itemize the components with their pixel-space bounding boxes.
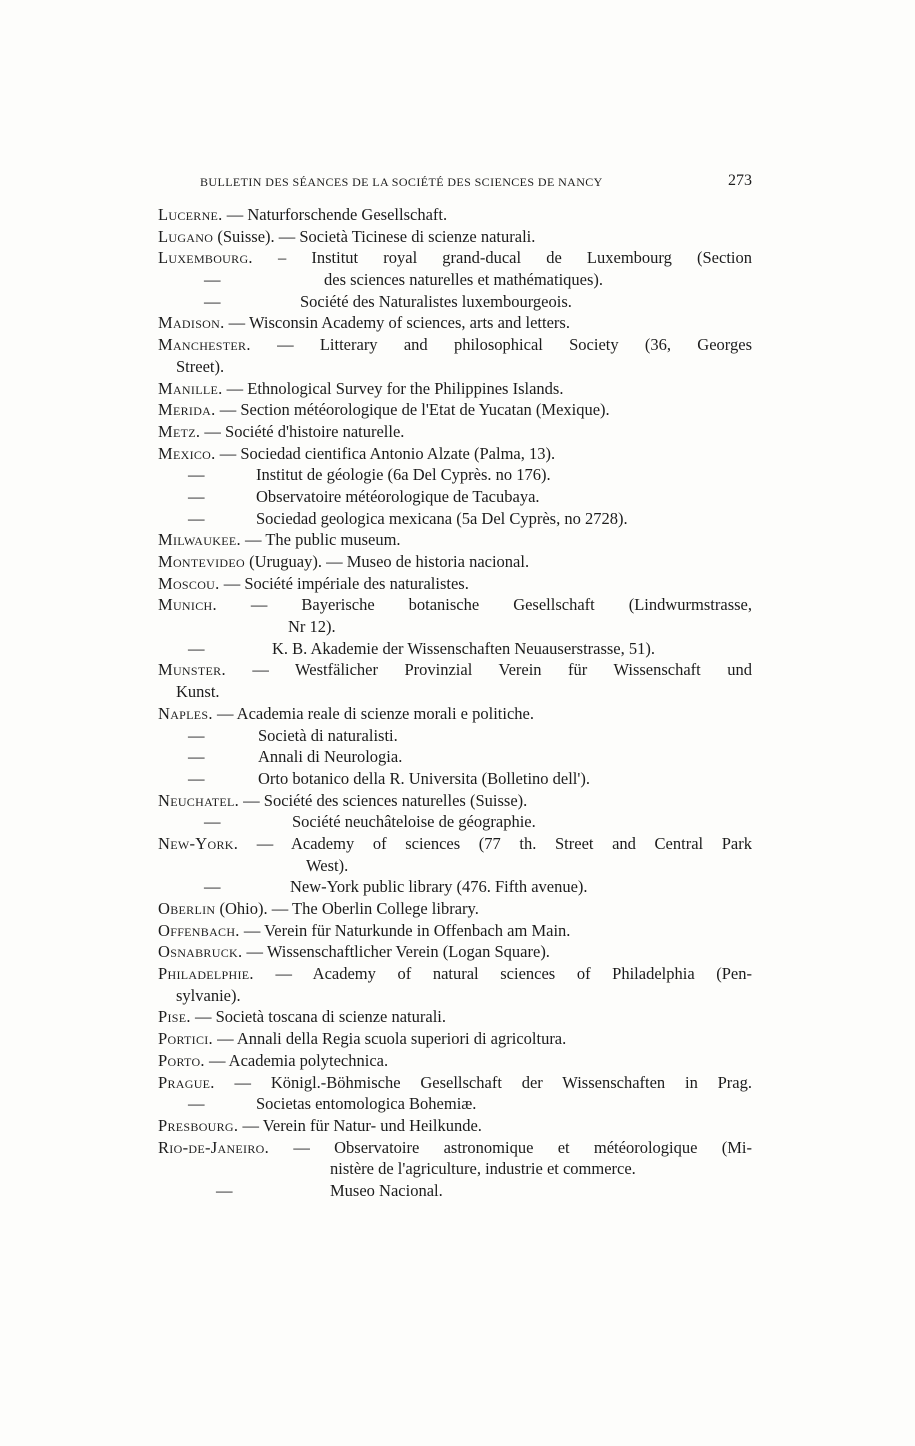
entry (158, 1137, 752, 1159)
entry-text: — Academy of natural sciences of Philadelphia (Pen- (253, 964, 752, 984)
city-name: Munich. (158, 595, 217, 615)
entry-text: — Société d'histoire naturelle. (200, 421, 405, 441)
city-name: Metz. (158, 421, 201, 441)
entry-text: — Academy of sciences (77 th. Street and Central Park (238, 833, 752, 853)
entry-text: (Suisse). — Società Ticinese di scienze naturali. (213, 226, 536, 246)
entry-text: (Uruguay). — Museo de historia nacional. (245, 552, 530, 571)
list-line (0, 1137, 915, 1159)
entry-text: West). (306, 855, 349, 875)
list-line (0, 573, 915, 595)
entry (288, 616, 336, 638)
ditto-dash: — (204, 291, 221, 311)
entry (158, 312, 570, 334)
list-line (0, 985, 915, 1007)
city-name: Lucerne. (158, 205, 223, 224)
entry (158, 443, 555, 465)
entry (176, 681, 220, 703)
entry-text: Société des Naturalistes luxembourgeois. (300, 291, 572, 311)
list-line (0, 1072, 915, 1094)
city-name: Montevideo (158, 552, 245, 571)
entry (158, 920, 570, 942)
entry (158, 1050, 388, 1072)
entry-text: — Academia polytechnica. (204, 1050, 389, 1070)
entry-text: — Wisconsin Academy of sciences, arts and letters. (224, 313, 570, 333)
entry (158, 226, 535, 248)
list-line (0, 421, 915, 443)
ditto-dash: — (188, 638, 205, 658)
city-name: Manille. (158, 378, 223, 398)
entry (158, 941, 550, 963)
list-line (0, 508, 915, 530)
entry-text: sylvanie). (176, 985, 241, 1005)
entry (158, 1006, 446, 1028)
ditto-dash: — (204, 812, 221, 832)
entry (158, 963, 752, 985)
list-line (0, 247, 915, 269)
city-name: Madison. (158, 313, 225, 333)
list-line (0, 725, 915, 747)
entry-text: nistère de l'agriculture, industrie et commerce. (330, 1159, 636, 1179)
city-name: Oberlin (158, 899, 216, 918)
entry-text: — Ethnological Survey for the Philippines Islands. (222, 378, 564, 398)
entry (158, 378, 563, 400)
running-title: BULLETIN DES SÉANCES DE LA SOCIÉTÉ DES SCIENCES DE NANCY (200, 175, 603, 189)
list-line (0, 378, 915, 400)
entry (176, 985, 241, 1007)
entry-text: — The public museum. (240, 530, 401, 550)
entry-text: — Naturforschende Gesellschaft. (222, 205, 448, 224)
city-name: Mexico. (158, 443, 216, 463)
list-line (0, 334, 915, 356)
list-line (0, 920, 915, 942)
city-name: Merida. (158, 400, 216, 420)
list-line (0, 269, 915, 291)
entry-text: — Annali della Regia scuola superiori di agricoltura. (212, 1029, 567, 1049)
entry (176, 356, 224, 378)
entry-text: Società di naturalisti. (258, 725, 398, 745)
list-line (0, 941, 915, 963)
list-line (0, 833, 915, 855)
city-name: Offenbach. (158, 920, 240, 940)
entry-text: — Società toscana di scienze naturali. (190, 1007, 447, 1027)
entry-text: Orto botanico della R. Universita (Bolletino dell'). (258, 768, 590, 788)
entry (158, 898, 479, 920)
entry (158, 421, 404, 443)
city-name: Moscou. (158, 573, 220, 593)
entry-text: — Academia reale di scienze morali e politiche. (212, 703, 534, 723)
list-line (0, 963, 915, 985)
entry-text: Annali di Neurologia. (258, 747, 403, 767)
city-name: Osnabruck. (158, 942, 243, 962)
city-name: Luxembourg. (158, 248, 253, 268)
entry (330, 1158, 636, 1180)
list-line (0, 226, 915, 248)
list-line (0, 638, 915, 660)
running-header (200, 172, 752, 190)
city-name: Prague. (158, 1072, 215, 1092)
entry-text: Société neuchâteloise de géographie. (292, 812, 536, 832)
list-line (0, 1006, 915, 1028)
entry-text: – Institut royal grand-ducal de Luxembourg (Section (252, 248, 752, 268)
ditto-dash: — (188, 1094, 205, 1114)
city-name: Rio-de-Janeiro. (158, 1137, 270, 1157)
entry (158, 334, 752, 356)
list-line (0, 855, 915, 877)
ditto-dash: — (188, 747, 205, 767)
entry-text: — Bayerische botanische Gesellschaft (Lindwurmstrasse, (216, 595, 752, 615)
list-line (0, 1180, 915, 1202)
list-line (0, 1093, 915, 1115)
entry-text: — Verein für Natur- und Heilkunde. (238, 1115, 482, 1135)
entry-text: Sociedad geologica mexicana (5a Del Cyprès, no 2728). (256, 508, 628, 528)
list-line (0, 551, 915, 573)
list-line (0, 399, 915, 421)
entry (158, 247, 752, 269)
ditto-dash: — (188, 486, 205, 506)
entry-text: Street). (176, 356, 225, 376)
list-line (0, 529, 915, 551)
city-name: Philadelphie. (158, 964, 254, 984)
city-name: Milwaukee. (158, 530, 241, 550)
entry-text: — Königl.-Böhmische Gesellschaft der Wissenschaften in Prag. (214, 1072, 752, 1092)
city-name: Manchester. (158, 335, 251, 355)
city-name: Portici. (158, 1029, 213, 1049)
ditto-dash: — (188, 725, 205, 745)
page-number: 273 (728, 172, 752, 189)
city-name: New-York. (158, 833, 239, 853)
entry (158, 204, 447, 226)
list-line (0, 356, 915, 378)
entry-text: New-York public library (476. Fifth avenue). (290, 877, 588, 897)
entry (158, 790, 527, 812)
list-line (0, 312, 915, 334)
entry (158, 551, 529, 573)
list-line (0, 464, 915, 486)
entry-text: des sciences naturelles et mathématiques). (324, 270, 604, 290)
entry-text: — Observatoire astronomique et météorologique (Mi- (269, 1137, 752, 1157)
city-name: Porto. (158, 1050, 205, 1070)
entry-text: — Section météorologique de l'Etat de Yucatan (Mexique). (215, 400, 610, 420)
entry-text: (Ohio). — The Oberlin College library. (215, 899, 479, 918)
list-line (0, 811, 915, 833)
list-line (0, 898, 915, 920)
list-line (0, 486, 915, 508)
city-name: Presbourg. (158, 1115, 239, 1135)
entry-text: K. B. Akademie der Wissenschaften Neuauserstrasse, 51). (272, 638, 656, 658)
entry-text: Societas entomologica Bohemiæ. (256, 1094, 477, 1114)
list-line (0, 443, 915, 465)
list-line (0, 768, 915, 790)
city-name: Lugano (158, 226, 214, 246)
list-line (0, 876, 915, 898)
entry (158, 1072, 752, 1094)
list-line (0, 291, 915, 313)
city-name: Pise. (158, 1007, 191, 1027)
city-name: Neuchatel. (158, 790, 240, 810)
list-line (0, 659, 915, 681)
city-name: Naples. (158, 703, 213, 723)
list-line (0, 790, 915, 812)
entry (158, 833, 752, 855)
institution-list (0, 204, 915, 1202)
entry-text: Kunst. (176, 682, 220, 702)
entry-text: — Wissenschaftlicher Verein (Logan Square). (242, 942, 550, 962)
entry (158, 594, 752, 616)
ditto-dash: — (204, 270, 221, 290)
entry (158, 1028, 566, 1050)
ditto-dash: — (204, 877, 221, 897)
entry (158, 573, 469, 595)
city-name: Munster. (158, 660, 226, 680)
list-line (0, 1050, 915, 1072)
list-line (0, 1115, 915, 1137)
ditto-dash: — (188, 768, 205, 788)
entry (158, 703, 534, 725)
list-line (0, 1028, 915, 1050)
entry-text: — Sociedad cientifica Antonio Alzate (Palma, 13). (215, 443, 556, 463)
list-line (0, 1158, 915, 1180)
ditto-dash: — (188, 508, 205, 528)
entry (306, 855, 348, 877)
list-line (0, 594, 915, 616)
entry (158, 529, 401, 551)
entry (158, 659, 752, 681)
ditto-dash: — (216, 1180, 233, 1200)
entry-text: Institut de géologie (6a Del Cyprès. no 176). (256, 465, 551, 485)
entry-text: — Litterary and philosophical Society (36, Georges (250, 335, 752, 355)
entry-text: — Société impériale des naturalistes. (219, 573, 469, 593)
entry-text: Nr 12). (288, 617, 336, 637)
entry-text: — Société des sciences naturelles (Suisse). (239, 790, 528, 810)
entry-text: Observatoire météorologique de Tacubaya. (256, 486, 540, 506)
entry (158, 399, 610, 421)
entry-text: — Westfälicher Provinzial Verein für Wissenschaft und (225, 660, 752, 680)
list-line (0, 746, 915, 768)
ditto-dash: — (188, 465, 205, 485)
entry-text: — Verein für Naturkunde in Offenbach am Main. (239, 920, 571, 940)
list-line (0, 703, 915, 725)
list-line (0, 681, 915, 703)
entry (158, 1115, 482, 1137)
list-line (0, 204, 915, 226)
list-line (0, 616, 915, 638)
entry-text: Museo Nacional. (330, 1180, 443, 1200)
